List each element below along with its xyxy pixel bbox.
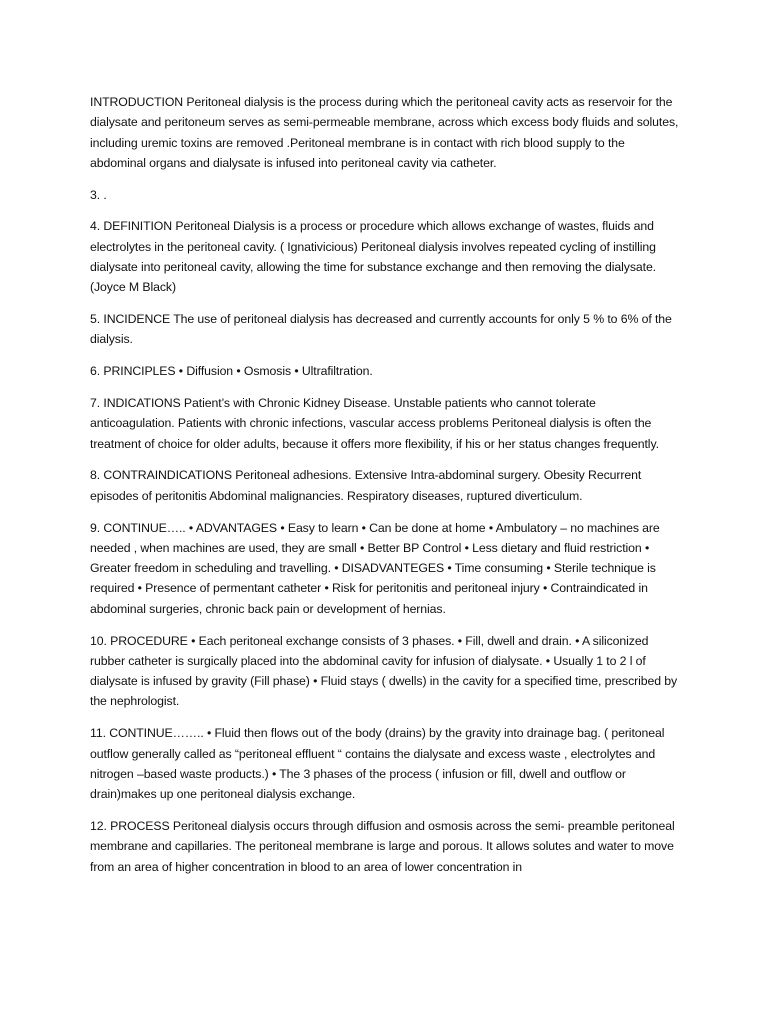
paragraph-continue-11: 11. CONTINUE…….. • Fluid then flows out of the body (drains) by the gravity into drainage bag. ( peritoneal outflow generally called as “peritoneal effluent “ contains the dialysate and excess waste , electrolytes and nitrogen –based waste products.) • The 3 phases of the process ( infusion or fill, dwell and outflow or drain)makes up one peritoneal dialysis exchange. bbox=[90, 726, 665, 802]
document-body bbox=[90, 92, 682, 888]
paragraph-introduction: INTRODUCTION Peritoneal dialysis is the process during which the peritoneal cavity acts as reservoir for the dialysate and peritoneum serves as semi-permeable membrane, across which excess body fluids and solutes, including uremic toxins are removed .Peritoneal membrane is in contact with rich blood supply to the abdominal organs and dialysate is infused into peritoneal cavity via catheter. bbox=[90, 95, 679, 170]
paragraph-contraindications: 8. CONTRAINDICATIONS Peritoneal adhesions. Extensive Intra-abdominal surgery. Obesity Recurrent episodes of peritonitis Abdominal malignancies. Respiratory diseases, ruptured diverticulum. bbox=[90, 468, 642, 503]
paragraph-principles: 6. PRINCIPLES • Diffusion • Osmosis • Ultrafiltration. bbox=[90, 364, 373, 379]
paragraph-3: 3. . bbox=[90, 187, 107, 202]
paragraph-procedure: 10. PROCEDURE • Each peritoneal exchange consists of 3 phases. • Fill, dwell and drain. • A siliconized rubber catheter is surgically placed into the abdominal cavity for infusion of dialysate. • Usually 1 to 2 l of dialysate is infused by gravity (Fill phase) • Fluid stays ( dwells) in the cavity for a specified time, prescribed by the nephrologist. bbox=[90, 633, 678, 709]
paragraph-indications: 7. INDICATIONS Patient’s with Chronic Kidney Disease. Unstable patients who cannot tolerate anticoagulation. Patients with chronic infections, vascular access problems Peritoneal dialysis is often the treatment of choice for older adults, because it offers more flexibility, if his or her status changes frequently. bbox=[90, 396, 659, 451]
paragraph-definition: 4. DEFINITION Peritoneal Dialysis is a process or procedure which allows exchange of wastes, fluids and electrolytes in the peritoneal cavity. ( Ignativicious) Peritoneal dialysis involves repeated cycling of instilling dialysate into peritoneal cavity, allowing the time for substance exchange and then removing the dialysate. (Joyce M Black) bbox=[90, 219, 656, 295]
paragraph-process: 12. PROCESS Peritoneal dialysis occurs through diffusion and osmosis across the semi- preamble peritoneal membrane and capillaries. The peritoneal membrane is large and porous. It allows solutes and water to move from an area of higher concentration in blood to an area of lower concentration in bbox=[90, 818, 675, 874]
paragraph-incidence: 5. INCIDENCE The use of peritoneal dialysis has decreased and currently accounts for only 5 % to 6% of the dialysis. bbox=[90, 312, 672, 347]
paragraph-advantages: 9. CONTINUE….. • ADVANTAGES • Easy to learn • Can be done at home • Ambulatory – no machines are needed , when machines are used, they are small • Better BP Control • Less dietary and fluid restriction • Greater freedom in scheduling and travelling. • DISADVANTEGES • Time consuming • Sterile technique is required • Presence of permentant catheter • Risk for peritonitis and peritoneal injury • Contraindicated in abdominal surgeries, chronic back pain or development of hernias. bbox=[90, 520, 660, 616]
